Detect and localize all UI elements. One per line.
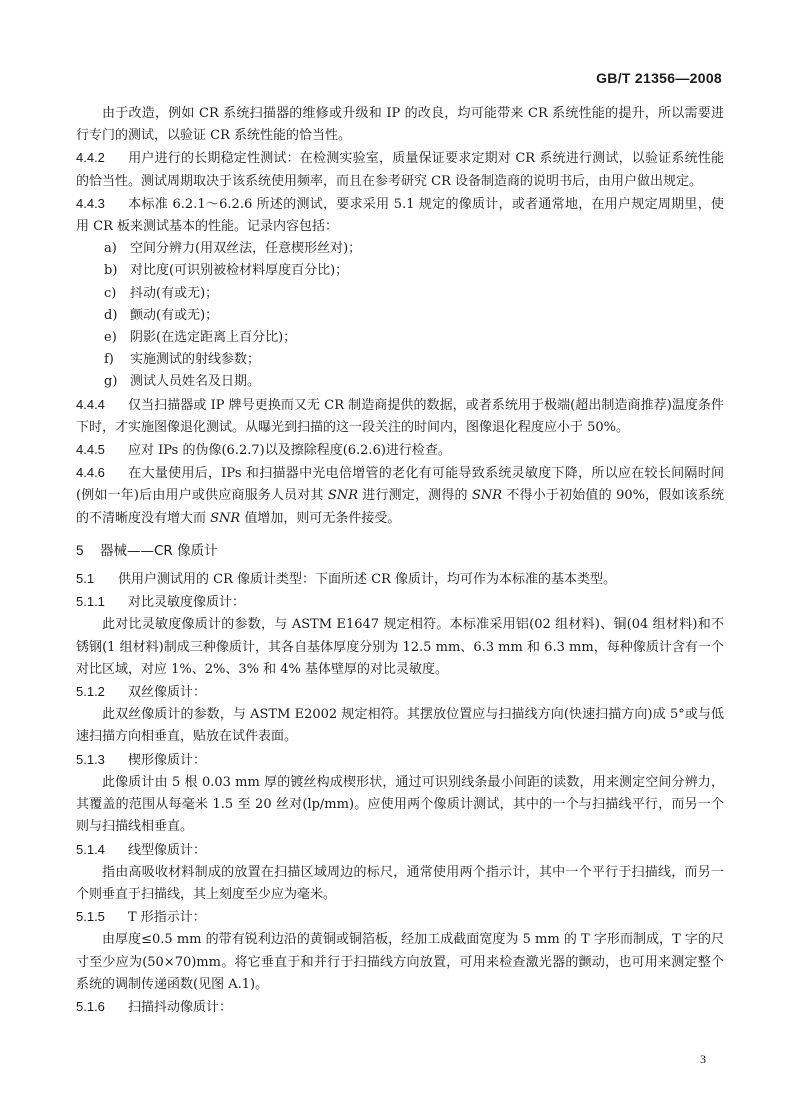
clause-5-1-5-text: 由厚度≤0.5 mm 的带有锐利边沿的黄铜或铜箔板，经加工成截面宽度为 5 mm 的 T 字形而制成，T 字的尺寸至少应为(50×70)mm。将它垂直于和并行于扫描线方向放置，可用来检查激光器的颤动，也可用来测定整个系统的调制传递函数(见图 A.1)。 — [76, 932, 724, 992]
clause-text: 供用户测试用的 CR 像质计类型：下面所述 CR 像质计，均可作为本标准的基本类型。 — [118, 572, 616, 588]
clause-text: 应对 IPs 的伪像(6.2.7)以及擦除程度(6.2.6)进行检查。 — [128, 443, 451, 459]
clause-title: 线型像质计： — [128, 842, 207, 858]
document-body — [76, 103, 724, 1019]
list-label: b) — [104, 263, 118, 279]
list-item-c — [76, 283, 724, 305]
clause-title: 楔形像质计： — [128, 752, 207, 768]
list-item-g — [76, 371, 724, 393]
list-item-e — [76, 327, 724, 349]
clause-number: 5.1.3 — [76, 751, 105, 767]
clause-number: 5.1.1 — [76, 594, 105, 610]
clause-5-1-6-heading — [76, 996, 724, 1019]
list-label: d) — [104, 307, 118, 323]
clause-5-1 — [76, 568, 724, 591]
clause-4-4-3 — [76, 193, 724, 238]
clause-text: 本标准 6.2.1～6.2.6 所述的测试，要求采用 5.1 规定的像质计，或者通常地，在用户规定周期里，使用 CR 板来测试基本的性能。记录内容包括： — [76, 196, 724, 235]
clause-number: 4.4.4 — [76, 396, 105, 412]
clause-5-1-4-heading — [76, 839, 724, 862]
list-label: a) — [104, 241, 117, 257]
clause-title: 双丝像质计： — [128, 685, 207, 701]
clause-number: 4.4.3 — [76, 195, 105, 211]
clause-5-1-1-text: 此对比灵敏度像质计的参数，与 ASTM E1647 规定相符。本标准采用铝(02 组材料)、铜(04 组材料)和不锈钢(1 组材料)制成三种像质计，其各自基体厚度分别为 12.5 mm、6.3 mm 和 6.3 mm，每种像质计含有一个对比区域，对应 1%、2%、3% 和 4% 基体壁厚的对比灵敏度。 — [76, 617, 724, 677]
list-item-b — [76, 260, 724, 282]
list-text: 实施测试的射线参数； — [130, 352, 261, 368]
list-item-a — [76, 238, 724, 260]
clause-number: 4.4.6 — [76, 465, 105, 481]
clause-4-4-5 — [76, 439, 724, 462]
clause-text: 进行测定，测得的 — [358, 488, 472, 504]
snr-term: SNR — [210, 510, 241, 526]
list-text: 抖动(有或无)； — [130, 285, 219, 301]
clause-title: 对比灵敏度像质计： — [128, 595, 246, 611]
clause-number: 4.4.2 — [76, 150, 105, 166]
clause-title: 扫描抖动像质计： — [128, 999, 233, 1015]
clause-number: 5.1 — [76, 571, 95, 587]
clause-text: 值增加，则可无条件接受。 — [240, 510, 401, 526]
clause-title: T 形指示计： — [128, 910, 206, 926]
clause-5-1-1-heading — [76, 591, 724, 614]
list-label: f) — [104, 352, 114, 368]
section-number: 5 — [76, 542, 84, 558]
clause-number: 5.1.2 — [76, 684, 105, 700]
clause-4-4-4 — [76, 394, 724, 439]
clause-4-4-2 — [76, 147, 724, 192]
list-label: c) — [104, 285, 117, 301]
list-text: 颤动(有或无)； — [130, 307, 219, 323]
clause-text: 仅当扫描器或 IP 牌号更换而又无 CR 制造商提供的数据，或者系统用于极端(超出制造商推荐)温度条件下时，才实施图像退化测试。从曝光到扫描的这一段关注的时间内，图像退化程度应小于 50%。 — [76, 397, 724, 435]
snr-term: SNR — [327, 488, 358, 504]
list-label: e) — [104, 330, 117, 346]
clause-5-1-5-heading — [76, 906, 724, 929]
section-title: 器械——CR 像质计 — [100, 542, 218, 559]
clause-number: 5.1.5 — [76, 909, 105, 925]
clause-5-1-3-heading — [76, 749, 724, 772]
clause-5-1-2-heading — [76, 681, 724, 704]
clause-5-1-3-text: 此像质计由 5 根 0.03 mm 厚的镀丝构成楔形状，通过可识别线条最小间距的读数，用来测定空间分辨力，其覆盖的范围从每毫米 1.5 至 20 丝对(lp/mm)。应使用两个像质计测试，其中的一个与扫描线平行，而另一个则与扫描线相垂直。 — [76, 774, 724, 835]
clause-5-1-2-text: 此双丝像质计的参数，与 ASTM E2002 规定相符。其摆放位置应与扫描线方向(快速扫描方向)成 5°或与低速扫描方向相垂直，贴放在试件表面。 — [76, 707, 724, 745]
clause-text: 不得小于初始值的 90%，假如该系统的不清晰度没有增大而 — [76, 488, 725, 526]
clause-number: 5.1.4 — [76, 841, 105, 857]
list-text: 测试人员姓名及日期。 — [130, 374, 261, 390]
clause-text: 用户进行的长期稳定性测试：在检测实验室，质量保证要求定期对 CR 系统进行测试，以验证系统性能的恰当性。测试周期取决于该系统使用频率，而且在参考研究 CR 设备制造商的说明书后，由用户做出规定。 — [76, 151, 724, 189]
clause-number: 5.1.6 — [76, 998, 105, 1014]
list-text: 空间分辨力(用双丝法，任意楔形丝对)； — [130, 241, 362, 257]
section-5-heading — [76, 540, 724, 562]
paragraph: 由于改造，例如 CR 系统扫描器的维修或升级和 IP 的改良，均可能带来 CR 系统性能的提升，所以需要进行专门的测试，以验证 CR 系统性能的恰当性。 — [76, 106, 724, 144]
clause-text: 在大量使用后，IPs 和扫描器中光电倍增管的老化有可能导致系统灵敏度下降，所以应在较长间隔时间(例如一年)后由用户或供应商服务人员对其 — [76, 466, 724, 504]
clause-4-4-6 — [76, 462, 724, 530]
list-text: 对比度(可识别被检材料厚度百分比)； — [130, 263, 349, 279]
list-item-f — [76, 349, 724, 371]
clause-5-1-4-text: 指由高吸收材料制成的放置在扫描区域周边的标尺，通常使用两个指示计，其中一个平行于扫描线，而另一个则垂直于扫描线，其上刻度至少应为毫米。 — [76, 864, 724, 902]
standard-code: GB/T 21356—2008 — [596, 70, 722, 86]
list-text: 阴影(在选定距离上百分比)； — [130, 330, 297, 346]
page-number: 3 — [700, 1052, 706, 1066]
list-item-d — [76, 305, 724, 327]
snr-term: SNR — [472, 488, 503, 504]
list-label: g) — [104, 374, 118, 390]
clause-number: 4.4.5 — [76, 442, 105, 458]
